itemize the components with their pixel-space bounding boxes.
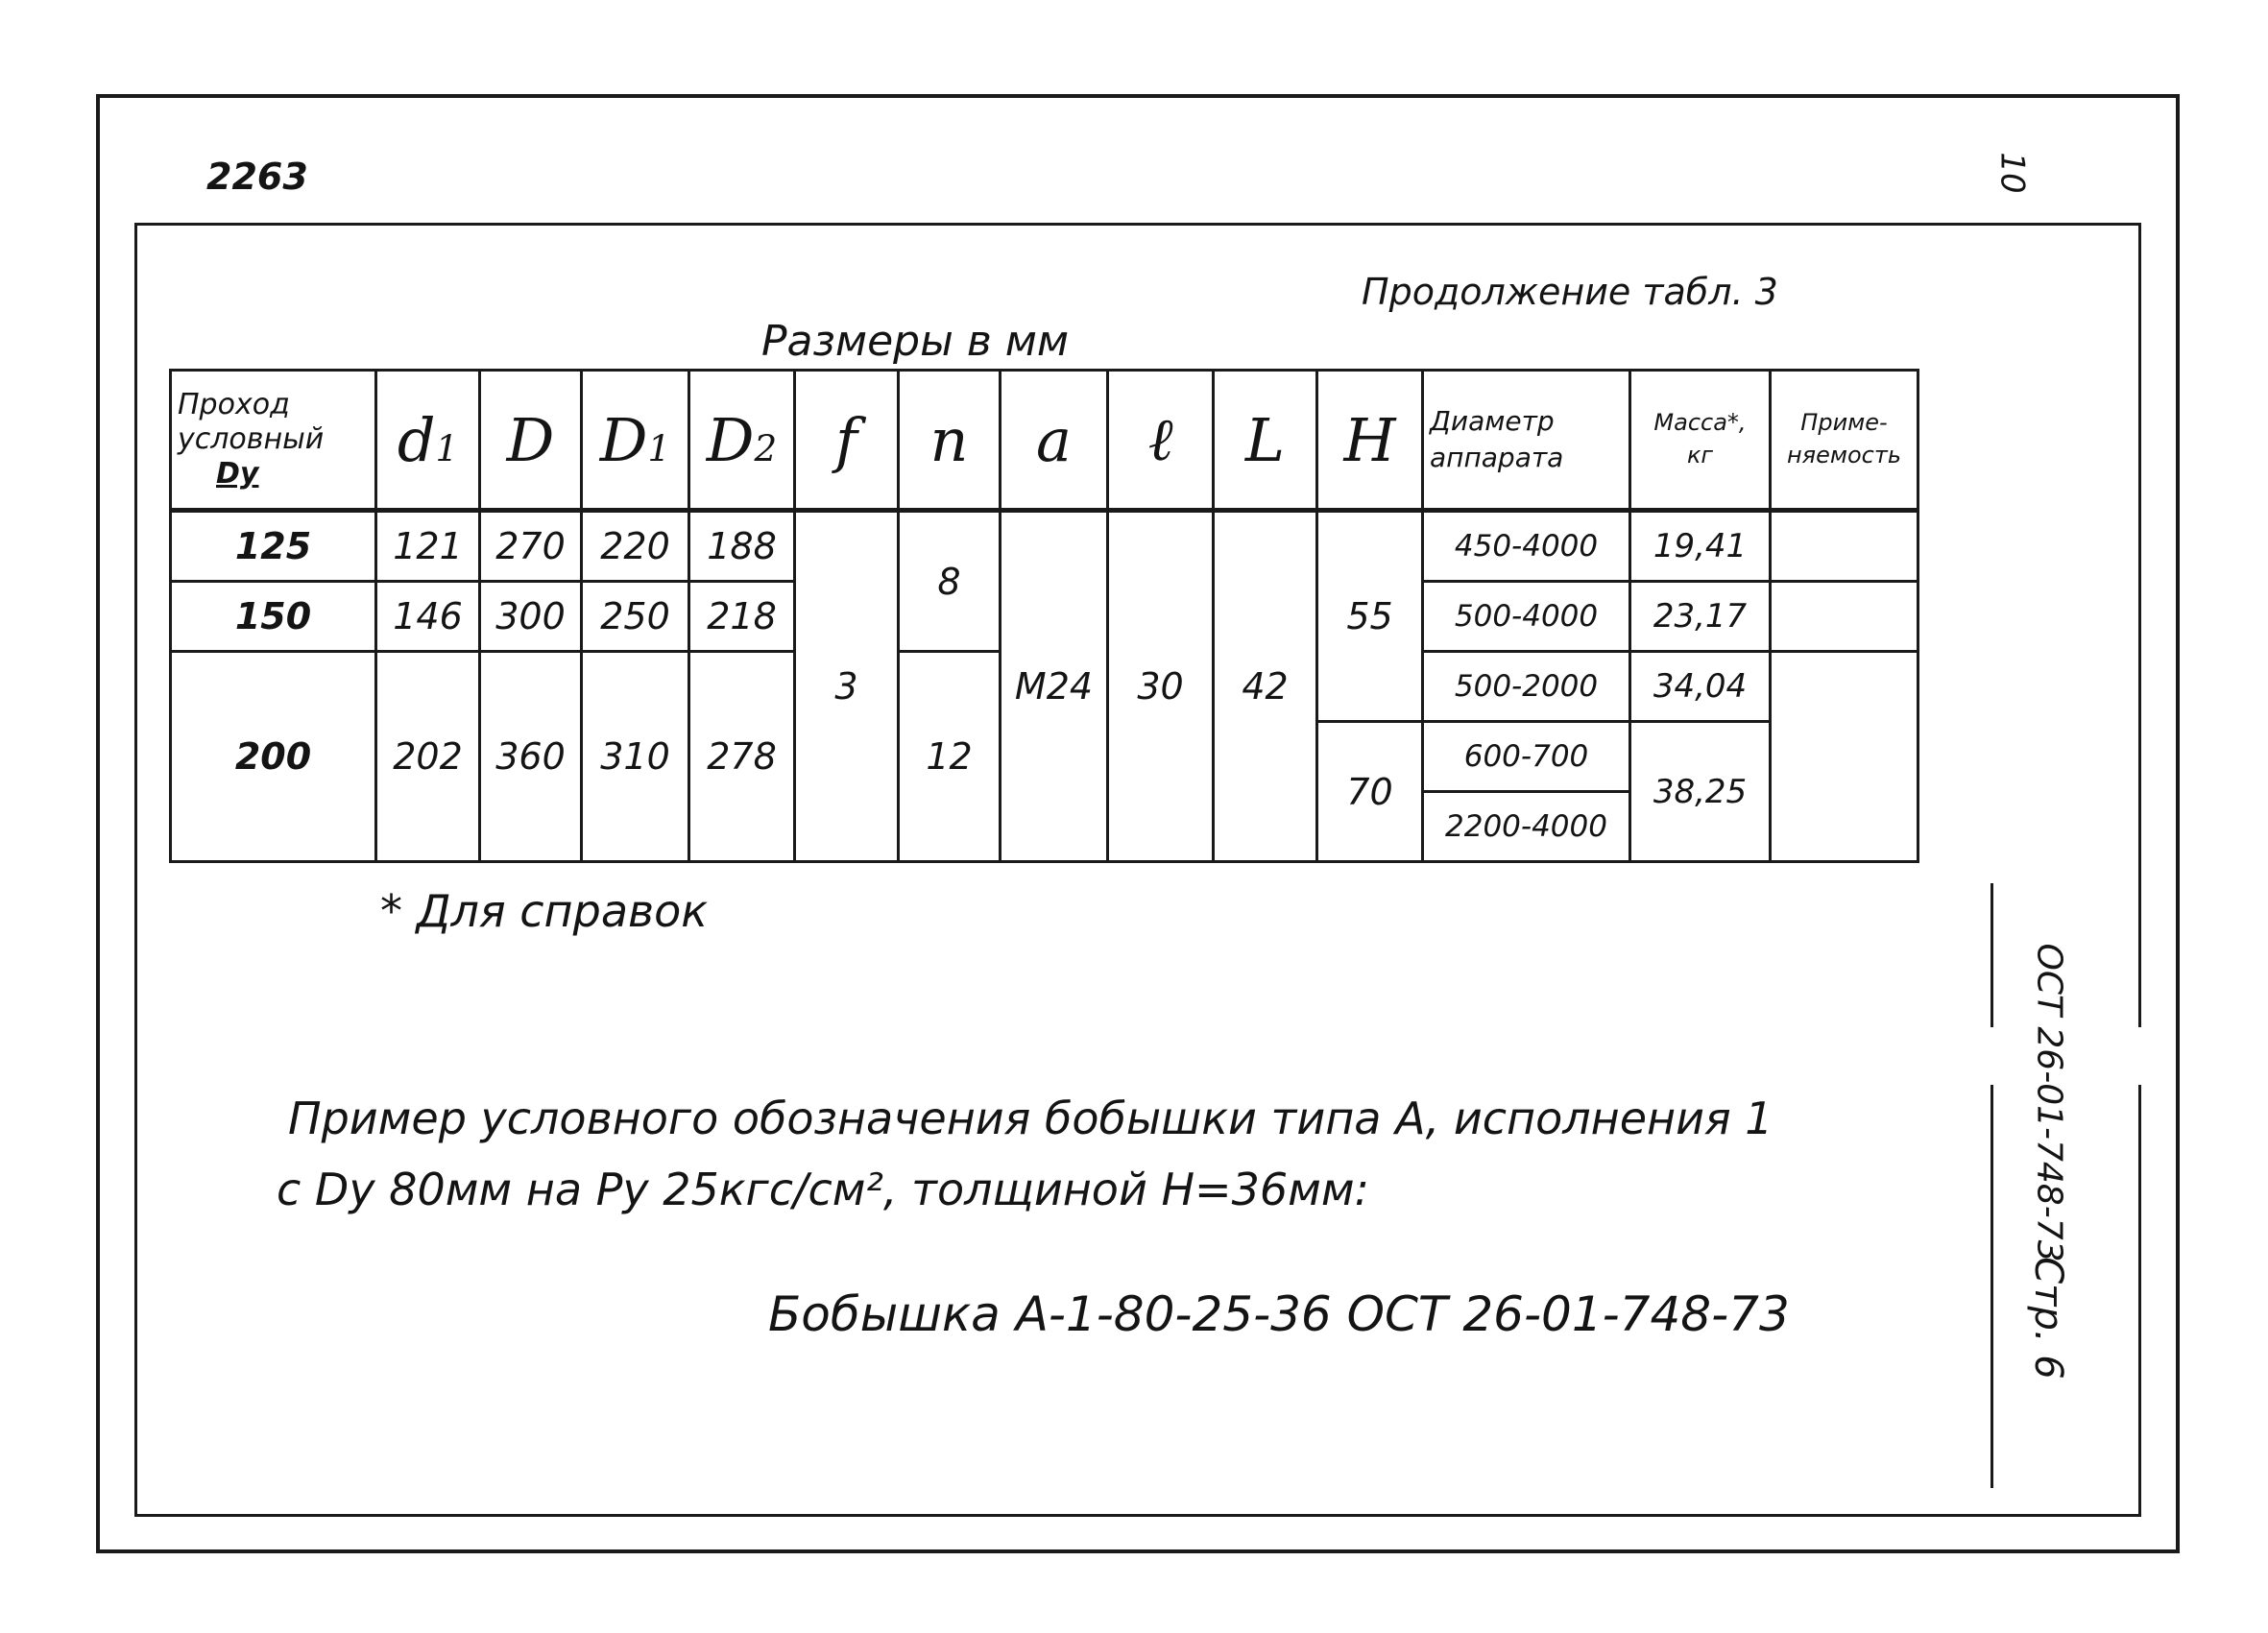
example-line-1: Пример условного обозначения бобышки типа А, исполнения 1	[288, 1093, 1773, 1144]
cell-D2: 188	[689, 511, 795, 582]
cell-mass: 19,41	[1630, 511, 1771, 582]
header-passage-line1: Проход	[178, 388, 290, 421]
table-header-row	[171, 371, 1918, 511]
header-apparatus: Диаметр аппарата	[1423, 371, 1630, 511]
frame-gap	[2134, 1027, 2147, 1085]
side-standard-number: ОСТ 26-01-748-73	[2029, 943, 2069, 1262]
cell-D: 270	[480, 511, 582, 582]
header-f: f	[795, 371, 899, 511]
cell-mass: 38,25	[1630, 722, 1771, 862]
designation-example: Бобышка А-1-80-25-36 ОСТ 26-01-748-73	[768, 1286, 1790, 1342]
cell-a: M24	[1001, 511, 1108, 862]
header-applicability: Приме- няемость	[1771, 371, 1918, 511]
cell-mass: 23,17	[1630, 582, 1771, 652]
cell-D2: 218	[689, 582, 795, 652]
cell-n-top: 8	[899, 511, 1001, 652]
cell-d1: 146	[376, 582, 480, 652]
sheet-number: 2263	[206, 156, 308, 198]
cell-d1: 121	[376, 511, 480, 582]
header-a: a	[1001, 371, 1108, 511]
header-passage-line2: условный	[178, 422, 325, 456]
corner-number: 10	[1992, 152, 2032, 194]
cell-l: 30	[1108, 511, 1214, 862]
cell-apparatus: 2200-4000	[1423, 792, 1630, 862]
cell-D1: 250	[582, 582, 689, 652]
dimensions-table-wrap	[169, 369, 1919, 863]
cell-D1: 220	[582, 511, 689, 582]
cell-n-bottom: 12	[899, 652, 1001, 862]
header-D: D	[480, 371, 582, 511]
cell-D: 300	[480, 582, 582, 652]
dimensions-table	[169, 369, 1919, 863]
cell-d1: 202	[376, 652, 480, 862]
cell-H-bottom: 70	[1317, 722, 1423, 862]
side-rule-bottom	[1991, 1085, 1993, 1488]
cell-D2: 278	[689, 652, 795, 862]
cell-apparatus: 600-700	[1423, 722, 1630, 792]
header-passage-line3: Dу	[216, 457, 259, 491]
cell-apparatus: 500-2000	[1423, 652, 1630, 722]
cell-dn: 150	[171, 582, 376, 652]
cell-dn: 200	[171, 652, 376, 862]
cell-f: 3	[795, 511, 899, 862]
header-n: n	[899, 371, 1001, 511]
units-caption: Размеры в мм	[761, 317, 1070, 366]
cell-apparatus: 500-4000	[1423, 582, 1630, 652]
cell-applicability	[1771, 511, 1918, 582]
header-H: H	[1317, 371, 1423, 511]
cell-applicability	[1771, 582, 1918, 652]
cell-D1: 310	[582, 652, 689, 862]
cell-H-top: 55	[1317, 511, 1423, 722]
side-page-number: Стр. 6	[2026, 1257, 2070, 1380]
header-passage	[171, 371, 376, 511]
header-D2: D2	[689, 371, 795, 511]
cell-D: 360	[480, 652, 582, 862]
footnote: * Для справок	[380, 885, 709, 937]
cell-apparatus: 450-4000	[1423, 511, 1630, 582]
header-d1: d1	[376, 371, 480, 511]
cell-applicability	[1771, 652, 1918, 862]
header-l: ℓ	[1108, 371, 1214, 511]
table-row	[171, 511, 1918, 582]
header-D1: D1	[582, 371, 689, 511]
cell-mass: 34,04	[1630, 652, 1771, 722]
cell-dn: 125	[171, 511, 376, 582]
side-rule-top	[1991, 883, 1993, 1027]
header-mass: Масса*, кг	[1630, 371, 1771, 511]
header-L: L	[1214, 371, 1317, 511]
example-line-2: с Dу 80мм на Pу 25кгс/см², толщиной H=36мм:	[277, 1164, 1370, 1215]
table-continuation-label: Продолжение табл. 3	[1362, 271, 1778, 313]
cell-L: 42	[1214, 511, 1317, 862]
